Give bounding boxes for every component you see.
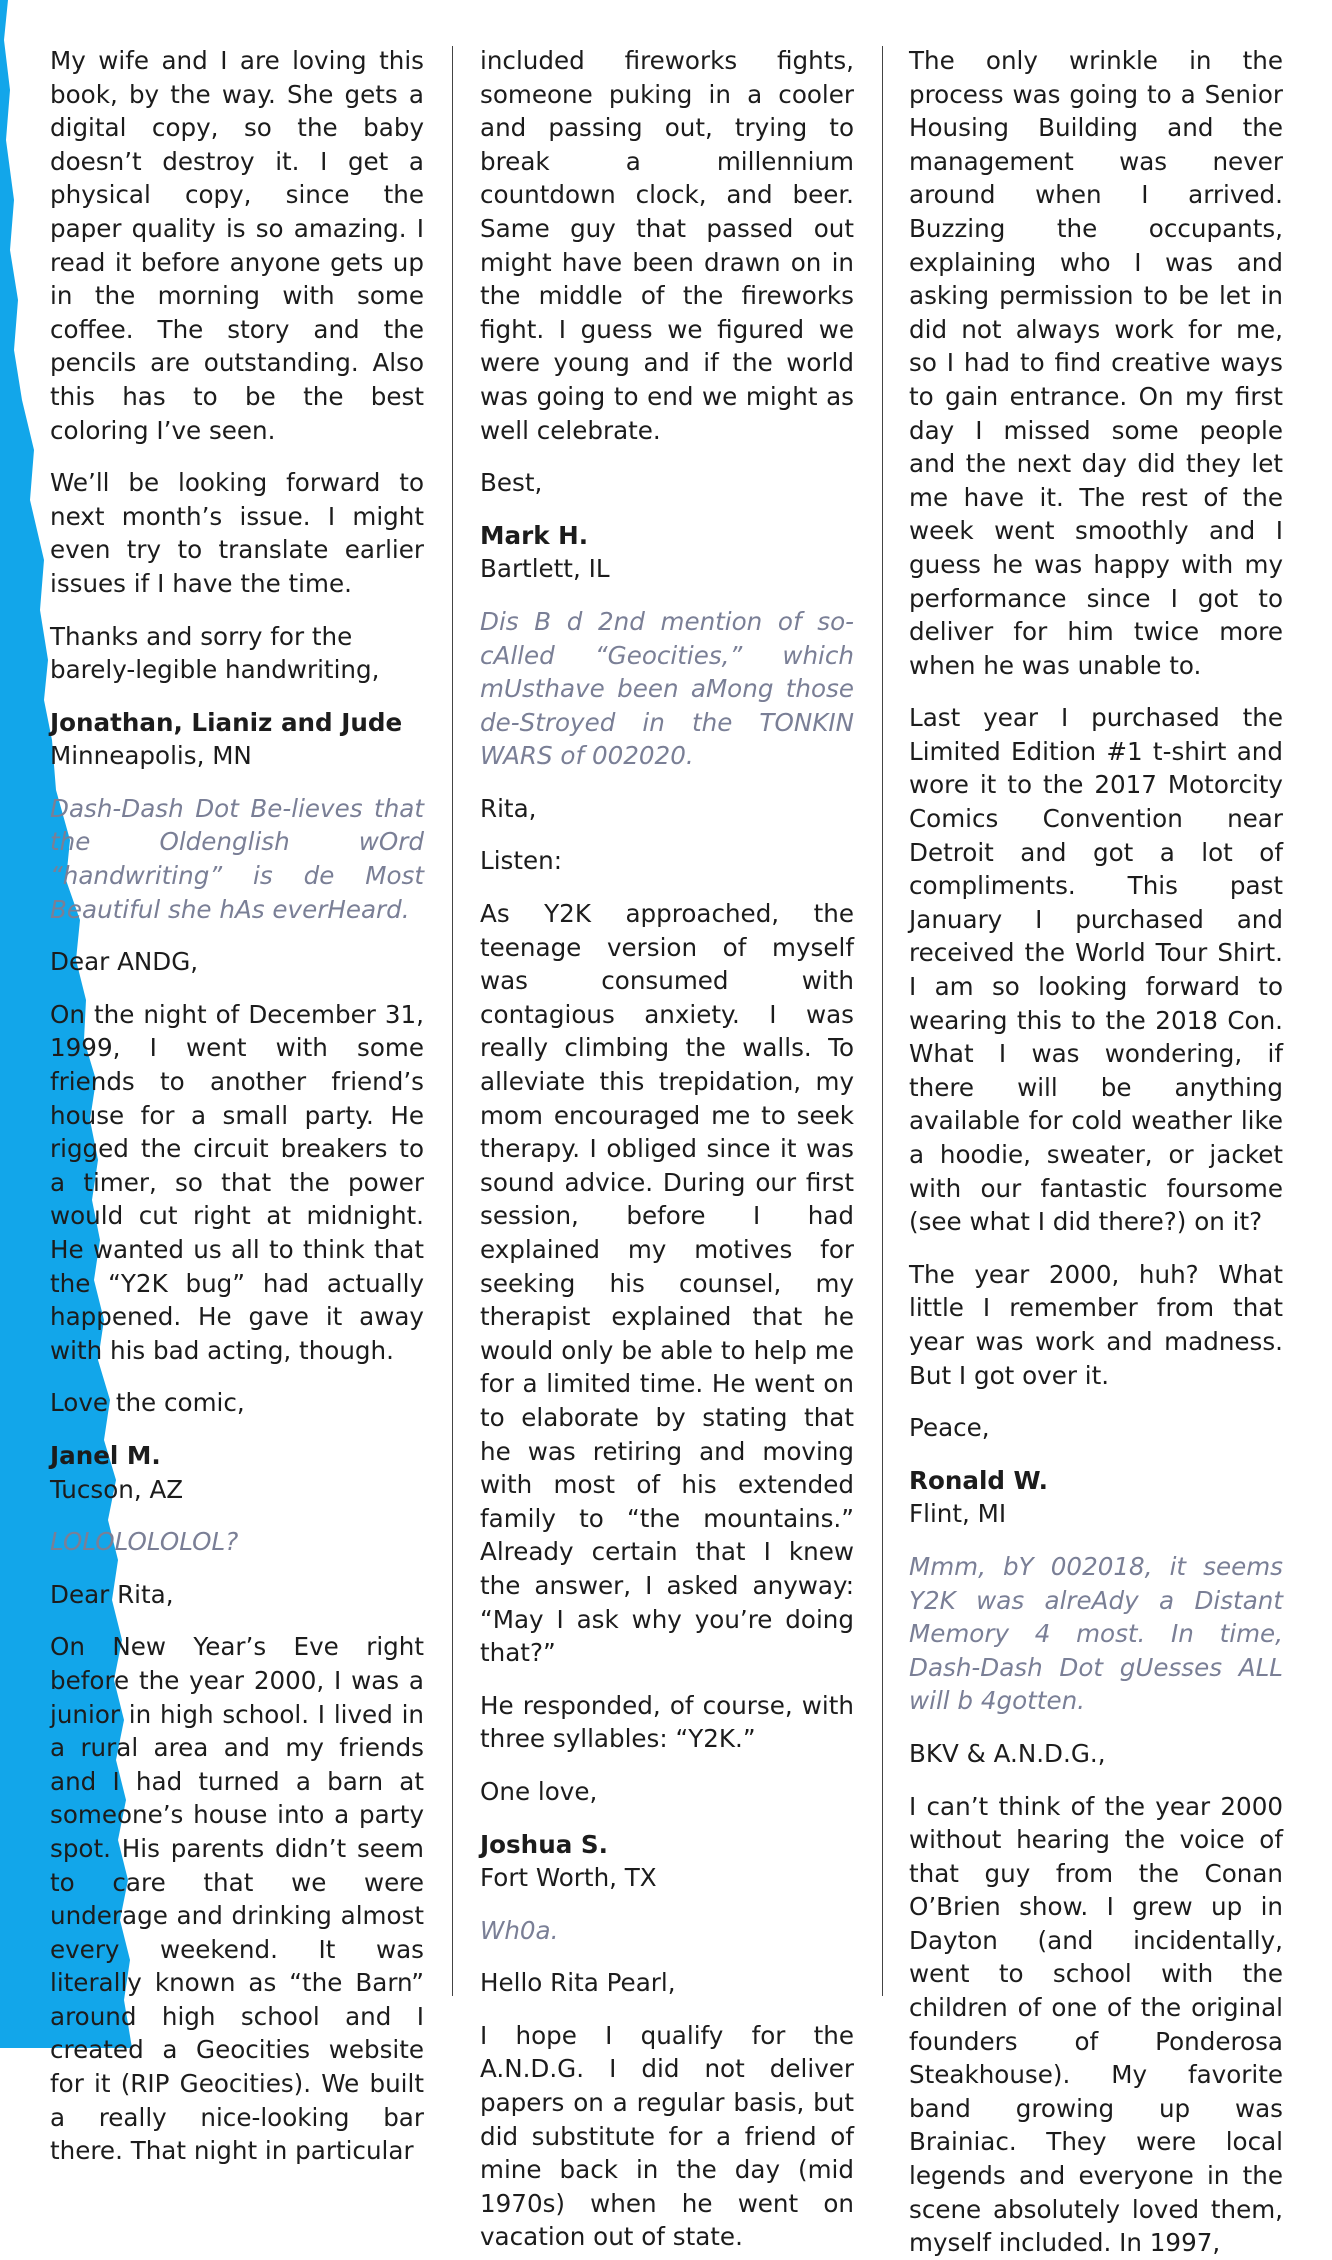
letter-line: Thanks and sorry for the barely-legible handwriting, <box>50 621 380 685</box>
editor-reply: LOLOLOLOLOL? <box>50 1527 239 1557</box>
letter-line: Dear ANDG, <box>50 947 199 977</box>
signature-name: Ronald W. <box>909 1465 1048 1495</box>
editor-reply: Wh0a. <box>480 1915 559 1945</box>
letter-paragraph: He responded, of course, with three syllables: “Y2K.” <box>480 1690 854 1754</box>
letter-signature <box>480 519 854 586</box>
letter-signature <box>909 1464 1283 1531</box>
letter-paragraph: On the night of December 31, 1999, I went with some friends to another friend’s house for a small party. He rigged the circuit breakers to a timer, so that the power would cut right at midnight. He wanted us all to think that the “Y2K bug” had actually happened. He gave it away with his bad acting, though. <box>50 999 424 1365</box>
letters-column-1 <box>50 44 424 2166</box>
letter-line: Rita, <box>480 793 537 823</box>
letter-line: Dear Rita, <box>50 1579 174 1609</box>
letter-signature <box>480 1828 854 1895</box>
letter-line: Love the comic, <box>50 1388 245 1418</box>
letter-signature <box>50 706 424 773</box>
letter-line: Listen: <box>480 846 562 876</box>
signature-location: Bartlett, IL <box>480 554 610 584</box>
letter-paragraph: My wife and I are loving this book, by the way. She gets a digital copy, so the baby doesn’t destroy it. I get a physical copy, since the paper quality is so amazing. I read it before anyone gets up in the morning with some coffee. The story and the pencils are outstanding. Also this has to be the best coloring I’ve seen. <box>50 46 424 445</box>
editor-reply: Dash-Dash Dot Be-lieves that the Oldenglish wOrd “handwriting” is de Most Beautiful she hAs everHeard. <box>50 793 424 924</box>
signature-location: Fort Worth, TX <box>480 1863 657 1893</box>
column-divider-1 <box>452 46 453 1996</box>
letter-line: BKV & A.N.D.G., <box>909 1738 1106 1768</box>
editor-reply: Mmm, bY 002018, it seems Y2K was alreAdy a Distant Memory 4 most. In time, Dash-Dash Dot gUesses ALL will b 4gotten. <box>909 1551 1283 1716</box>
letter-line: One love, <box>480 1776 598 1806</box>
signature-name: Mark H. <box>480 520 589 550</box>
letters-column-2 <box>480 44 854 2252</box>
column-divider-2 <box>882 46 883 1996</box>
signature-name: Jonathan, Lianiz and Jude <box>50 707 403 737</box>
letter-line: Peace, <box>909 1413 990 1443</box>
signature-name: Janel M. <box>50 1440 161 1470</box>
letter-paragraph: included fireworks fights, someone puking in a cooler and passing out, trying to break a millennium countdown clock, and beer. Same guy that passed out might have been drawn on in the middle of the fireworks fight. I guess we figured we were young and if the world was going to end we might as well celebrate. <box>480 46 854 445</box>
letter-paragraph: I hope I qualify for the A.N.D.G. I did not deliver papers on a regular basis, but did substitute for a friend of mine back in the day (mid 1970s) when he went on vacation out of state. <box>480 2020 854 2252</box>
letter-paragraph: As Y2K approached, the teenage version of myself was consumed with contagious anxiety. I was really climbing the walls. To alleviate this trepidation, my mom encouraged me to seek therapy. I obliged since it was sound advice. During our first session, before I had explained my motives for seeking his counsel, my therapist explained that he would only be able to help me for a limited time. He went on to elaborate by stating that he was retiring and moving with most of his extended family to “the mountains.” Already certain that I knew the answer, I asked anyway: “May I ask why you’re doing that?” <box>480 899 854 1668</box>
letter-paragraph: On New Year’s Eve right before the year 2000, I was a junior in high school. I lived in a rural area and my friends and I had turned a barn at someone’s house into a party spot. His parents didn’t seem to care that we were underage and drinking almost every weekend. It was literally known as “the Barn” around high school and I created a Geocities website for it (RIP Geocities). We built a really nice-looking bar there. That night in particular <box>50 1632 424 2166</box>
letter-paragraph: The year 2000, huh? What little I remember from that year was work and madness. But I got over it. <box>909 1259 1283 1390</box>
letter-line: Best, <box>480 468 543 498</box>
letter-paragraph: Last year I purchased the Limited Edition #1 t-shirt and wore it to the 2017 Motorcity Comics Convention near Detroit and got a lot of compliments. This past January I purchased and received the World Tour Shirt. I am so looking forward to wearing this to the 2018 Con. What I was wondering, if there will be anything available for cold weather like a hoodie, sweater, or jacket with our fantastic foursome (see what I did there?) on it? <box>909 703 1283 1237</box>
signature-name: Joshua S. <box>480 1829 608 1859</box>
letters-column-3 <box>909 44 1283 2258</box>
letter-paragraph: We’ll be looking forward to next month’s issue. I might even try to translate earlier issues if I have the time. <box>50 468 424 598</box>
signature-location: Tucson, AZ <box>50 1474 184 1504</box>
letter-signature <box>50 1439 424 1506</box>
editor-reply: Dis B d 2nd mention of so-cAlled “Geocities,” which mUsthave been aMong those de-Stroyed in the TONKIN WARS of 002020. <box>480 606 854 771</box>
letter-line: Hello Rita Pearl, <box>480 1968 676 1998</box>
signature-location: Flint, MI <box>909 1499 1007 1529</box>
letter-paragraph: I can’t think of the year 2000 without hearing the voice of that guy from the Conan O’Brien show. I grew up in Dayton (and incidentally, went to school with the children of one of the original founders of Ponderosa Steakhouse). My favorite band growing up was Brainiac. They were local legends and everyone in the scene absolutely loved them, myself included. In 1997, <box>909 1791 1283 2258</box>
letter-paragraph: The only wrinkle in the process was going to a Senior Housing Building and the management was never around when I arrived. Buzzing the occupants, explaining who I was and asking permission to be let in did not always work for me, so I had to find creative ways to gain entrance. On my first day I missed some people and the next day did they let me have it. The rest of the week went smoothly and I guess he was happy with my performance since I got to deliver for him twice more when he was unable to. <box>909 46 1283 680</box>
signature-location: Minneapolis, MN <box>50 741 252 771</box>
